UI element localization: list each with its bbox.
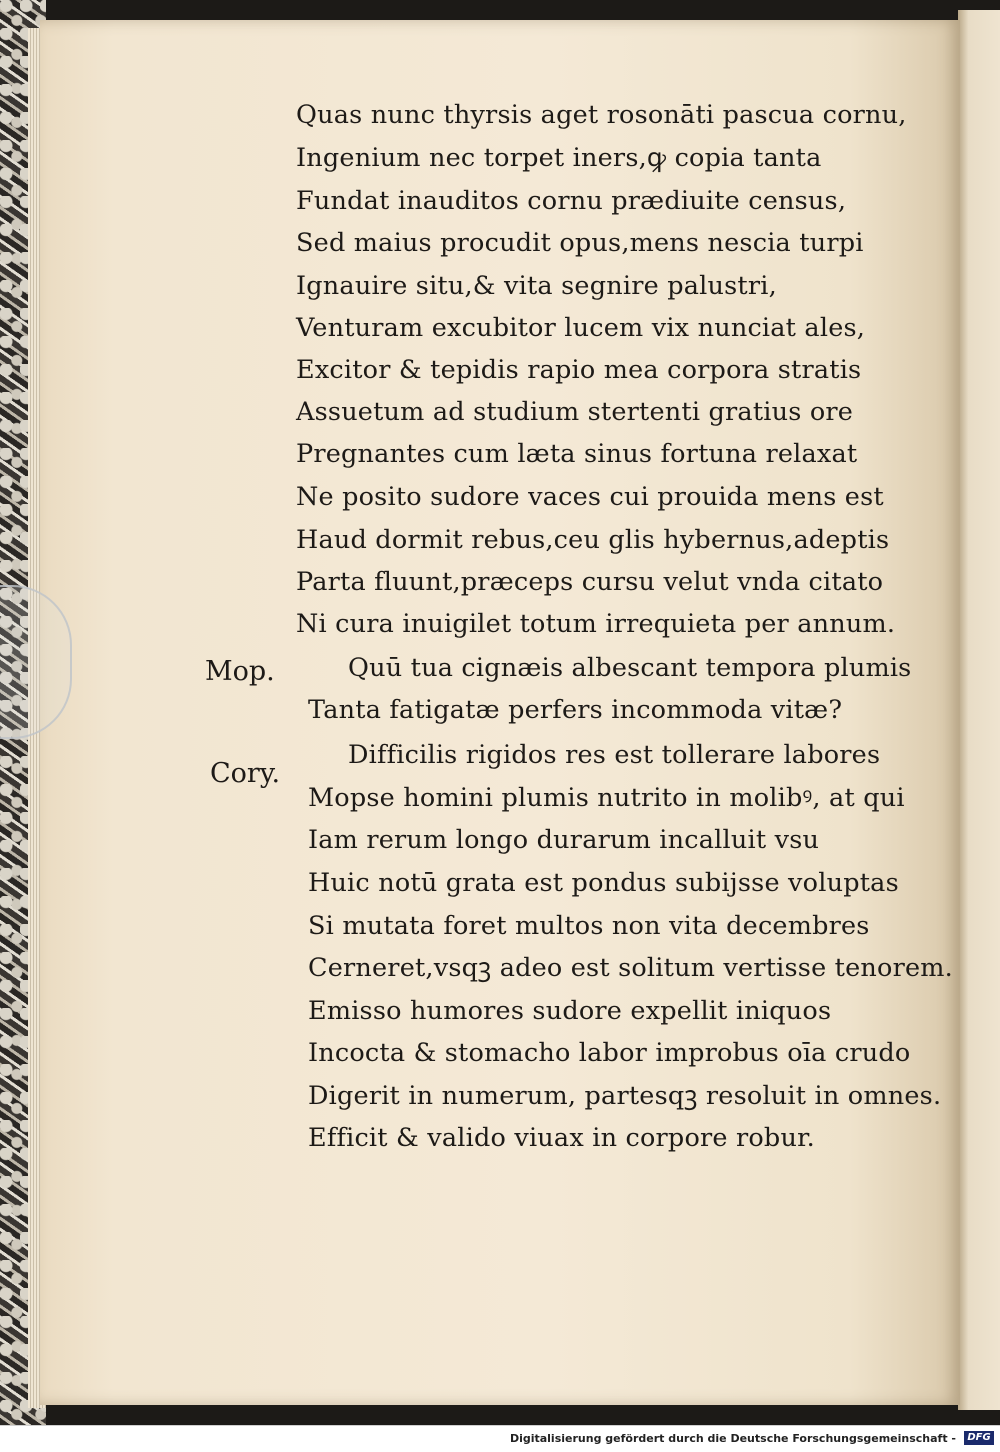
verse-line: Fundat inauditos cornu prædiuite census,	[296, 186, 847, 216]
verse-line: Sed maius procudit opus,mens nescia turpi	[296, 228, 864, 258]
verse-line: Emisso humores sudore expellit iniquos	[308, 996, 832, 1026]
verse-line: Ne posito sudore vaces cui prouida mens est	[296, 482, 884, 512]
verse-line: Mopse homini plumis nutrito in molibꝰ, at qui	[308, 783, 905, 813]
footer-credit: Digitalisierung gefördert durch die Deutsche Forschungsgemeinschaft -	[509, 1432, 956, 1445]
verse-line: Iam rerum longo durarum incalluit vsu	[308, 825, 820, 855]
verse-line: Haud dormit rebus,ceu glis hybernus,adeptis	[296, 525, 890, 555]
verse-line: Huic notū grata est pondus subijsse voluptas	[308, 868, 899, 898]
speaker-mop: Mop.	[205, 656, 275, 687]
footer-bar	[0, 1425, 1000, 1452]
verse-line: Incocta & stomacho labor improbus oīa crudo	[308, 1038, 911, 1068]
verse-line: Assuetum ad studium stertenti gratius ore	[296, 397, 854, 427]
speaker-cory: Cory.	[210, 758, 281, 789]
verse-line: Quū tua cignæis albescant tempora plumis	[348, 653, 912, 683]
verse-line: Ni cura inuigilet totum irrequieta per annum.	[296, 609, 896, 639]
facing-page-edge	[958, 10, 1000, 1410]
verse-line: Difficilis rigidos res est tollerare labores	[348, 740, 881, 770]
verse-line: Si mutata foret multos non vita decembres	[308, 911, 870, 941]
verse-line: Efficit & valido viuax in corpore robur.	[308, 1123, 815, 1153]
verse-line: Ignauire situ,& vita segnire palustri,	[296, 271, 777, 301]
verse-line: Parta fluunt,præceps cursu velut vnda citato	[296, 567, 884, 597]
verse-line: Quas nunc thyrsis aget rosonāti pascua cornu,	[296, 100, 907, 130]
dfg-logo: DFG	[964, 1431, 994, 1445]
verse-line: Digerit in numerum, partesqꝫ resoluit in omnes.	[308, 1081, 942, 1111]
verse-line: Excitor & tepidis rapio mea corpora stratis	[296, 355, 862, 385]
verse-line: Cerneret,vsqꝫ adeo est solitum vertisse tenorem.	[308, 953, 953, 983]
verse-line: Pregnantes cum læta sinus fortuna relaxat	[296, 439, 858, 469]
verse-line: Tanta fatigatæ perfers incommoda vitæ?	[308, 695, 843, 725]
verse-line: Venturam excubitor lucem vix nunciat ales,	[296, 313, 866, 343]
verse-line: Ingenium nec torpet iners,ꝙ copia tanta	[296, 143, 822, 173]
